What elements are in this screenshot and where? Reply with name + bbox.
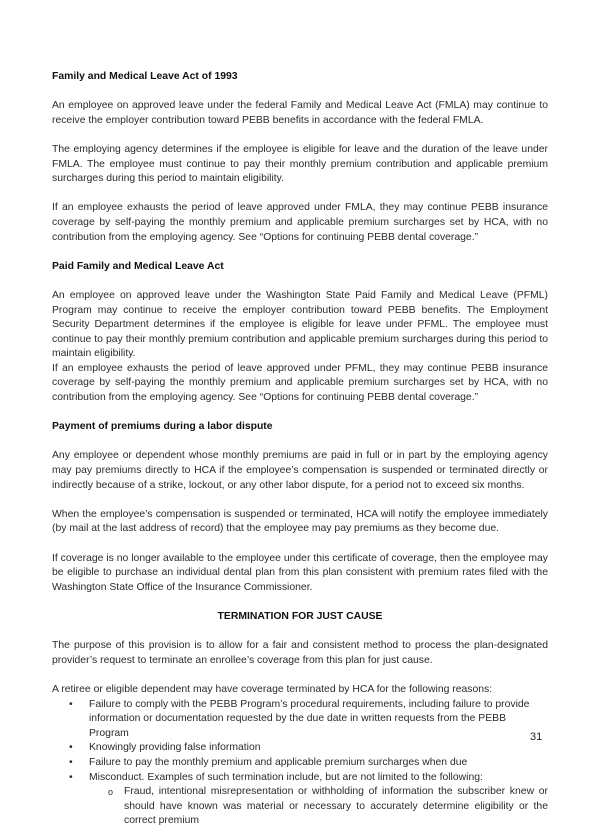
heading-labor-dispute: Payment of premiums during a labor dispute	[52, 421, 273, 433]
page-number: 31	[530, 731, 543, 743]
termination-paragraph-2: A retiree or eligible dependent may have coverage terminated by HCA for the following reasons:	[52, 683, 493, 695]
list-item	[52, 698, 548, 742]
fmla-paragraph-3: If an employee exhausts the period of leave approved under FMLA, they may continue PEBB insurance coverage by self-paying the monthly premium and applicable premium surcharges set by HCA, with no contribution from the employing agency. See “Options for continuing PEBB dental coverage.”	[52, 202, 548, 243]
bullet-icon: •	[69, 742, 73, 754]
termination-paragraph-1: The purpose of this provision is to allow for a fair and consistent method to process the plan-designated provider’s request to terminate an enrollee’s coverage from this plan for just cause.	[52, 640, 548, 666]
pfml-paragraph-2: If an employee exhausts the period of leave approved under PFML, they may continue PEBB insurance coverage by self-paying the monthly premium and applicable premium surcharges set by HCA, with no contribution from the employing agency. See “Options for continuing PEBB dental coverage.”	[52, 362, 548, 404]
heading-termination: TERMINATION FOR JUST CAUSE	[217, 610, 383, 622]
pfml-paragraph-1: An employee on approved leave under the Washington State Paid Family and Medical Leave (PFML) Program may continue to receive the employer contribution toward PEBB benefits. The Employment Security Department determines if the employee is eligible for leave under PFML. The employee must continue to pay their monthly premium contribution and applicable premium surcharges during this period to maintain eligibility.	[52, 289, 548, 360]
list-item-text: Misconduct. Examples of such termination include, but are not limited to the following:	[89, 771, 483, 783]
heading-pfml: Paid Family and Medical Leave Act	[52, 260, 224, 272]
fmla-paragraph-1: An employee on approved leave under the federal Family and Medical Leave Act (FMLA) may continue to receive the employer contribution toward PEBB benefits in accordance with the federal FMLA.	[52, 100, 548, 126]
sub-list-item-text: Fraud, intentional misrepresentation or withholding of information the subscriber knew or should have known was material or necessary to accurately determine eligibility or the correct premium	[124, 786, 548, 827]
document-page	[52, 70, 548, 829]
bullet-icon: •	[69, 771, 73, 783]
list-item	[52, 756, 548, 771]
bullet-icon: •	[69, 698, 73, 710]
labor-paragraph-2: When the employee’s compensation is suspended or terminated, HCA will notify the employee immediately (by mail at the last address of record) that the employee may pay premiums as they become due.	[52, 508, 548, 535]
termination-reasons-list	[52, 698, 548, 829]
heading-fmla: Family and Medical Leave Act of 1993	[52, 71, 238, 82]
list-item-text: Knowingly providing false information	[89, 742, 261, 754]
fmla-paragraph-2: The employing agency determines if the employee is eligible for leave and the duration of the leave under FMLA. The employee must continue to pay their monthly premium contribution and applicable premium surcharges during this period to maintain eligibility.	[52, 143, 548, 185]
misconduct-examples-list	[89, 785, 548, 829]
list-item	[52, 741, 548, 756]
labor-paragraph-3: If coverage is no longer available to the employee under this certificate of coverage, then the employee may be eligible to purchase an individual dental plan from this plan consistent with premium rates filed with the Washington State Office of the Insurance Commissioner.	[52, 552, 548, 593]
list-item-text: Failure to comply with the PEBB Program’s procedural requirements, including failure to provide information or documentation requested by the due date in written requests from the PEBB Program	[89, 698, 530, 739]
labor-paragraph-1: Any employee or dependent whose monthly premiums are paid in full or in part by the employing agency may pay premiums directly to HCA if the employee’s compensation is suspended or terminated directly or indirectly because of a strike, lockout, or any other labor dispute, for a period not to exceed six months.	[52, 450, 548, 491]
list-item	[52, 771, 548, 829]
hollow-bullet-icon: o	[108, 787, 114, 798]
sub-list-item	[89, 785, 548, 829]
list-item-text: Failure to pay the monthly premium and applicable premium surcharges when due	[89, 756, 468, 768]
bullet-icon: •	[69, 756, 73, 768]
